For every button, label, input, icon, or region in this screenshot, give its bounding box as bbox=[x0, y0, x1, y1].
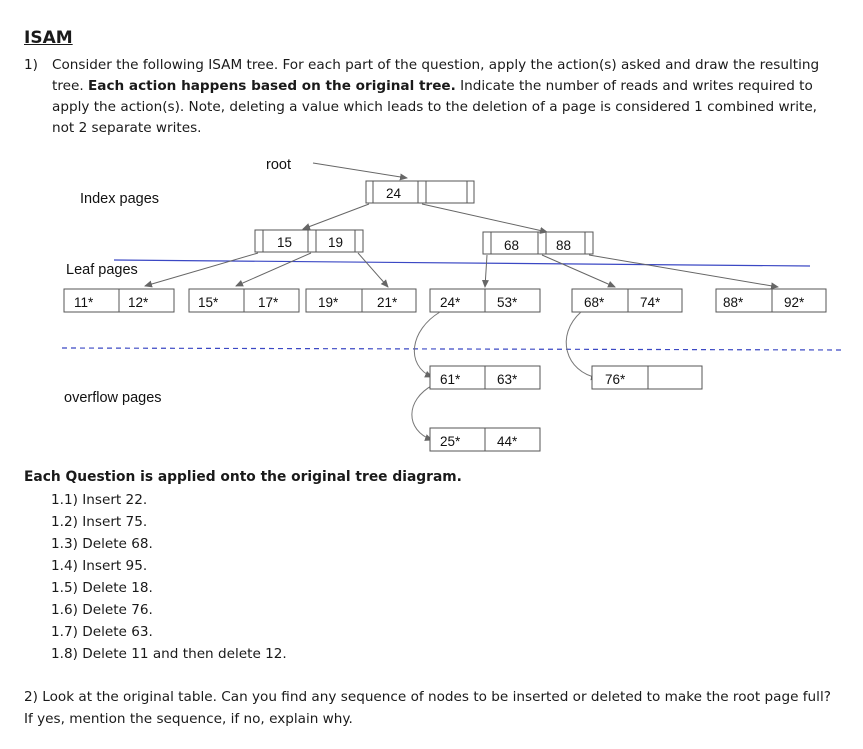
leaf-key: 92* bbox=[784, 295, 805, 310]
list-item: 1.5) Delete 18. bbox=[51, 580, 153, 596]
isam-tree-diagram bbox=[0, 140, 863, 460]
list-item: 1.8) Delete 11 and then delete 12. bbox=[51, 646, 287, 662]
overflow-key: 44* bbox=[497, 434, 518, 449]
overflow-page bbox=[592, 366, 702, 389]
overflow-page bbox=[430, 366, 540, 389]
root-pointer-arrow bbox=[313, 163, 407, 178]
question-1-text bbox=[52, 55, 842, 139]
leaf-level-divider bbox=[114, 260, 810, 266]
question-1-intro: Consider the following ISAM tree. For each part of the question, apply the action(s) asked and draw the resulting tree. bbox=[52, 57, 820, 94]
overflow-key: 63* bbox=[497, 372, 518, 387]
root-label: root bbox=[266, 157, 291, 173]
subquestion-list bbox=[51, 489, 287, 665]
leaf-key: 17* bbox=[258, 295, 279, 310]
leaf-page bbox=[189, 289, 299, 312]
question-2-text: 2) Look at the original table. Can you find any sequence of nodes to be inserted or deleted to make the root page full? If yes, mention the sequence, if no, explain why. bbox=[24, 689, 831, 727]
tree-arrow bbox=[145, 253, 258, 286]
leaf-page bbox=[306, 289, 416, 312]
index-pages-label: Index pages bbox=[80, 191, 160, 207]
index-key: 68 bbox=[504, 238, 520, 253]
page-heading: ISAM bbox=[24, 28, 73, 48]
list-item: 1.2) Insert 75. bbox=[51, 514, 148, 530]
leaf-page bbox=[716, 289, 826, 312]
leaf-key: 24* bbox=[440, 295, 461, 310]
tree-arrow bbox=[589, 255, 778, 287]
index-node-left bbox=[255, 230, 363, 252]
leaf-key: 11* bbox=[74, 295, 94, 310]
leaf-pages-label: Leaf pages bbox=[66, 262, 138, 278]
tree-arrow bbox=[422, 204, 547, 232]
overflow-divider bbox=[62, 348, 845, 350]
list-item: 1.4) Insert 95. bbox=[51, 558, 148, 574]
leaf-key: 53* bbox=[497, 295, 518, 310]
tree-arrow bbox=[236, 253, 311, 286]
index-key: 88 bbox=[556, 238, 572, 253]
applied-heading: Each Question is applied onto the original tree diagram. bbox=[24, 469, 462, 485]
overflow-key: 25* bbox=[440, 434, 461, 449]
list-item: 1.7) Delete 63. bbox=[51, 624, 153, 640]
leaf-key: 68* bbox=[584, 295, 605, 310]
list-item: 1.1) Insert 22. bbox=[51, 492, 148, 508]
index-key: 15 bbox=[277, 235, 293, 250]
question-1-rest: Indicate the number of reads and writes required to apply the action(s). Note, deleting a value which leads to the deletion of a page is considered 1 combined write, not 2 separate writes. bbox=[52, 78, 818, 136]
leaf-page bbox=[572, 289, 682, 312]
overflow-key: 76* bbox=[605, 372, 626, 387]
tree-arrow bbox=[303, 204, 369, 229]
tree-arrow bbox=[542, 255, 615, 287]
overflow-pages-label: overflow pages bbox=[64, 390, 162, 406]
leaf-page bbox=[64, 289, 174, 312]
question-1-number: 1) bbox=[24, 57, 38, 73]
overflow-key: 61* bbox=[440, 372, 461, 387]
root-key: 24 bbox=[386, 186, 402, 201]
index-key: 19 bbox=[328, 235, 344, 250]
root-node bbox=[366, 181, 474, 203]
leaf-key: 21* bbox=[377, 295, 398, 310]
list-item: 1.6) Delete 76. bbox=[51, 602, 153, 618]
leaf-key: 74* bbox=[640, 295, 661, 310]
leaf-page bbox=[430, 289, 540, 312]
question-1-bold-sentence: Each action happens based on the original tree. bbox=[88, 78, 456, 94]
leaf-key: 12* bbox=[128, 295, 149, 310]
leaf-key: 15* bbox=[198, 295, 219, 310]
leaf-key: 19* bbox=[318, 295, 339, 310]
overflow-page bbox=[430, 428, 540, 451]
index-node-right bbox=[483, 232, 593, 254]
list-item: 1.3) Delete 68. bbox=[51, 536, 153, 552]
tree-arrow bbox=[358, 253, 388, 287]
tree-arrow bbox=[485, 255, 487, 287]
leaf-key: 88* bbox=[723, 295, 744, 310]
